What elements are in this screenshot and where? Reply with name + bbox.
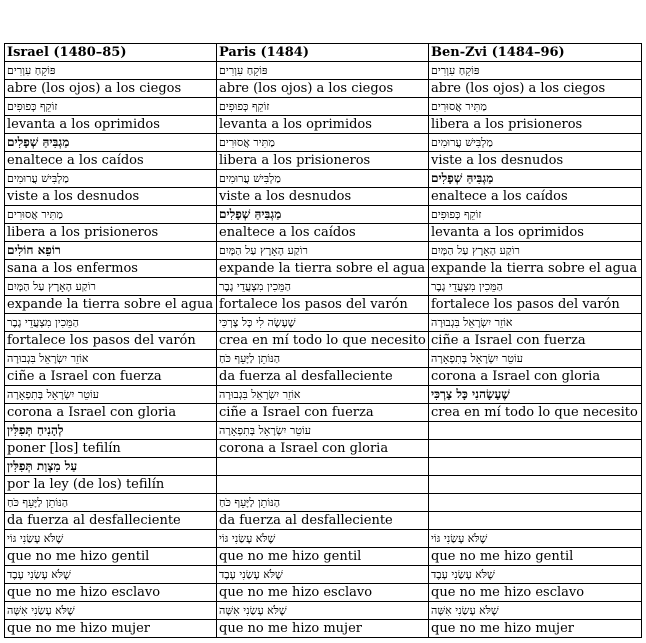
cell-ben-zvi: que no me hizo gentil: [429, 548, 642, 566]
cell-ben-zvi: [429, 476, 642, 494]
cell-israel: levanta a los oprimidos: [5, 116, 217, 134]
cell-israel: [5, 98, 217, 116]
hebrew-text: זוֹקֵף כְּפוּפִים: [431, 208, 482, 221]
cell-ben-zvi: [429, 602, 642, 620]
cell-ben-zvi: [429, 566, 642, 584]
hebrew-text: מַלְבִּישׁ עֲרוּמִים: [431, 136, 493, 149]
hebrew-text: פּוֹקֵחַ עִוְרִים: [219, 64, 268, 77]
cell-israel: [5, 170, 217, 188]
cell-paris: [217, 242, 429, 260]
table-row: [5, 98, 642, 116]
cell-paris: da fuerza al desfalleciente: [217, 512, 429, 530]
hebrew-text: אוֹזֵר יִשְׂרָאֵל בִּגְבוּרָה: [431, 316, 513, 329]
cell-israel: libera a los prisioneros: [5, 224, 217, 242]
table-row: [5, 350, 642, 368]
table-row: [5, 206, 642, 224]
hebrew-text: פּוֹקֵחַ עִוְרִים: [7, 64, 56, 77]
hebrew-text: רוֹקַע הָאָרֶץ עַל הַמָּיִם: [7, 280, 96, 293]
cell-paris: [217, 602, 429, 620]
hebrew-text: אוֹזֵר יִשְׂרָאֵל בִּגְבוּרָה: [7, 352, 89, 365]
cell-israel: [5, 314, 217, 332]
cell-ben-zvi: fortalece los pasos del varón: [429, 296, 642, 314]
table-row: [5, 188, 642, 206]
table-row: [5, 62, 642, 80]
cell-paris: [217, 134, 429, 152]
hebrew-text: שֶׁלֹּא עָשַׂנִי גּוֹי: [7, 532, 64, 545]
hebrew-text: שֶׁלֹּא עָשַׂנִי עָבֶד: [431, 568, 495, 581]
hebrew-text: עוֹטֵר יִשְׂרָאֵל בְּתִפְאָרָה: [7, 388, 100, 401]
cell-israel: expande la tierra sobre el agua: [5, 296, 217, 314]
hebrew-text: רוֹקַע הָאָרֶץ עַל הַמָּיִם: [431, 244, 520, 257]
cell-paris: que no me hizo mujer: [217, 620, 429, 638]
cell-paris: [217, 98, 429, 116]
cell-ben-zvi: [429, 170, 642, 188]
hebrew-text: עַל מִצְוַת תְּפִלִּין: [7, 459, 78, 473]
hebrew-text: שֶׁעָשָׂהנִי כָּל צָרְכִּי: [431, 387, 510, 401]
cell-paris: [217, 386, 429, 404]
cell-israel: [5, 530, 217, 548]
hebrew-text: זוֹקֵף כְּפוּפִים: [219, 100, 270, 113]
cell-ben-zvi: levanta a los oprimidos: [429, 224, 642, 242]
cell-ben-zvi: abre (los ojos) a los ciegos: [429, 80, 642, 98]
hebrew-text: רוֹקַע הָאָרֶץ עַל הַמָּיִם: [219, 244, 308, 257]
table-row: [5, 278, 642, 296]
cell-ben-zvi: viste a los desnudos: [429, 152, 642, 170]
cell-israel: [5, 458, 217, 476]
hebrew-text: שֶׁעָשָׂה לִי כָּל צָרְכִּי: [219, 316, 296, 329]
cell-ben-zvi: [429, 206, 642, 224]
table-row: [5, 566, 642, 584]
cell-israel: por la ley (de los) tefilín: [5, 476, 217, 494]
cell-paris: [217, 170, 429, 188]
cell-israel: [5, 206, 217, 224]
cell-ben-zvi: [429, 242, 642, 260]
hebrew-text: שֶׁלֹּא עָשַׂנִי אִשָּׁה: [7, 604, 75, 617]
cell-paris: crea en mí todo lo que necesito: [217, 332, 429, 350]
hebrew-text: עוֹטֵר יִשְׂרָאֵל בְּתִפְאָרָה: [219, 424, 312, 437]
cell-ben-zvi: [429, 62, 642, 80]
cell-ben-zvi: [429, 458, 642, 476]
column-header-ben-zvi: Ben-Zvi (1484–96): [429, 44, 642, 62]
hebrew-text: שֶׁלֹּא עָשַׂנִי עָבֶד: [219, 568, 283, 581]
table-row: [5, 260, 642, 278]
table-row: [5, 386, 642, 404]
table-row: [5, 116, 642, 134]
hebrew-text: אוֹזֵר יִשְׂרָאֵל בִּגְבוּרָה: [219, 388, 301, 401]
hebrew-text: מַלְבִּישׁ עֲרוּמִים: [7, 172, 69, 185]
cell-israel: [5, 602, 217, 620]
hebrew-text: שֶׁלֹּא עָשַׂנִי גּוֹי: [219, 532, 276, 545]
cell-paris: enaltece a los caídos: [217, 224, 429, 242]
table-row: [5, 476, 642, 494]
cell-israel: [5, 62, 217, 80]
table-row: [5, 494, 642, 512]
hebrew-text: הַמֵּכִין מִצְעֲדֵי גָבֶר: [7, 316, 79, 329]
cell-paris: corona a Israel con gloria: [217, 440, 429, 458]
hebrew-text: שֶׁלֹּא עָשַׂנִי גּוֹי: [431, 532, 488, 545]
hebrew-text: הַנּוֹתֵן לַיָּעֵף כֹּחַ: [7, 496, 69, 509]
cell-ben-zvi: [429, 530, 642, 548]
hebrew-text: הַנּוֹתֵן לַיָּעֵף כֹּחַ: [219, 352, 281, 365]
cell-israel: [5, 134, 217, 152]
column-header-israel: Israel (1480–85): [5, 44, 217, 62]
cell-paris: [217, 422, 429, 440]
cell-paris: [217, 278, 429, 296]
cell-israel: [5, 350, 217, 368]
cell-israel: [5, 494, 217, 512]
cell-ben-zvi: [429, 512, 642, 530]
hebrew-text: לְהָנִיחַ תְּפִלִּין: [7, 423, 64, 437]
hebrew-text: הַמֵּכִין מִצְעֲדֵי גָבֶר: [431, 280, 503, 293]
table-row: [5, 512, 642, 530]
cell-israel: [5, 242, 217, 260]
table-row: [5, 368, 642, 386]
cell-israel: da fuerza al desfalleciente: [5, 512, 217, 530]
hebrew-text: מַתִּיר אֲסוּרִים: [7, 208, 63, 221]
comparison-table: [4, 43, 642, 638]
cell-ben-zvi: enaltece a los caídos: [429, 188, 642, 206]
cell-paris: abre (los ojos) a los ciegos: [217, 80, 429, 98]
cell-ben-zvi: [429, 98, 642, 116]
cell-ben-zvi: ciñe a Israel con fuerza: [429, 332, 642, 350]
cell-ben-zvi: [429, 350, 642, 368]
cell-paris: [217, 566, 429, 584]
cell-israel: [5, 566, 217, 584]
cell-paris: fortalece los pasos del varón: [217, 296, 429, 314]
cell-ben-zvi: [429, 422, 642, 440]
cell-israel: viste a los desnudos: [5, 188, 217, 206]
cell-israel: corona a Israel con gloria: [5, 404, 217, 422]
cell-ben-zvi: [429, 386, 642, 404]
hebrew-text: עוֹטֵר יִשְׂרָאֵל בְּתִפְאָרָה: [431, 352, 524, 365]
cell-ben-zvi: que no me hizo mujer: [429, 620, 642, 638]
cell-israel: que no me hizo esclavo: [5, 584, 217, 602]
cell-ben-zvi: [429, 134, 642, 152]
cell-paris: [217, 476, 429, 494]
cell-ben-zvi: libera a los prisioneros: [429, 116, 642, 134]
table-body: [5, 62, 642, 638]
table-row: [5, 332, 642, 350]
table-row: [5, 296, 642, 314]
cell-israel: que no me hizo mujer: [5, 620, 217, 638]
cell-ben-zvi: crea en mí todo lo que necesito: [429, 404, 642, 422]
column-header-paris: Paris (1484): [217, 44, 429, 62]
cell-paris: [217, 206, 429, 224]
cell-israel: [5, 422, 217, 440]
cell-paris: expande la tierra sobre el agua: [217, 260, 429, 278]
table-row: [5, 314, 642, 332]
cell-paris: levanta a los oprimidos: [217, 116, 429, 134]
cell-paris: [217, 458, 429, 476]
table-row: [5, 170, 642, 188]
cell-israel: sana a los enfermos: [5, 260, 217, 278]
table-row: [5, 440, 642, 458]
table-row: [5, 134, 642, 152]
cell-paris: que no me hizo gentil: [217, 548, 429, 566]
hebrew-text: מַלְבִּישׁ עֲרוּמִים: [219, 172, 281, 185]
header-row: [5, 44, 642, 62]
cell-paris: [217, 62, 429, 80]
cell-paris: que no me hizo esclavo: [217, 584, 429, 602]
cell-paris: da fuerza al desfalleciente: [217, 368, 429, 386]
cell-israel: [5, 386, 217, 404]
cell-paris: [217, 494, 429, 512]
cell-ben-zvi: que no me hizo esclavo: [429, 584, 642, 602]
cell-israel: fortalece los pasos del varón: [5, 332, 217, 350]
table-row: [5, 404, 642, 422]
cell-israel: poner [los] tefilín: [5, 440, 217, 458]
cell-ben-zvi: [429, 278, 642, 296]
cell-ben-zvi: [429, 440, 642, 458]
table-row: [5, 548, 642, 566]
table-row: [5, 602, 642, 620]
cell-paris: [217, 530, 429, 548]
table-row: [5, 422, 642, 440]
cell-israel: [5, 278, 217, 296]
table-row: [5, 458, 642, 476]
hebrew-text: שֶׁלֹּא עָשַׂנִי עָבֶד: [7, 568, 71, 581]
hebrew-text: מַתִּיר אֲסוּרִים: [219, 136, 275, 149]
hebrew-text: מַגְבִּיהַּ שְׁפָלִים: [7, 135, 70, 149]
cell-ben-zvi: expande la tierra sobre el agua: [429, 260, 642, 278]
hebrew-text: פּוֹקֵחַ עִוְרִים: [431, 64, 480, 77]
table-row: [5, 620, 642, 638]
cell-paris: viste a los desnudos: [217, 188, 429, 206]
hebrew-text: הַנּוֹתֵן לַיָּעֵף כֹּחַ: [219, 496, 281, 509]
cell-israel: enaltece a los caídos: [5, 152, 217, 170]
hebrew-text: מַתִּיר אֲסוּרִים: [431, 100, 487, 113]
cell-ben-zvi: [429, 314, 642, 332]
cell-israel: que no me hizo gentil: [5, 548, 217, 566]
table-row: [5, 584, 642, 602]
table-row: [5, 530, 642, 548]
hebrew-text: מַגְבִּיהַּ שְׁפָלִים: [219, 207, 282, 221]
hebrew-text: זוֹקֵף כְּפוּפִים: [7, 100, 58, 113]
table-row: [5, 224, 642, 242]
cell-paris: [217, 350, 429, 368]
cell-ben-zvi: corona a Israel con gloria: [429, 368, 642, 386]
hebrew-text: שֶׁלֹּא עָשַׂנִי אִשָּׁה: [431, 604, 499, 617]
hebrew-text: הַמֵּכִין מִצְעֲדֵי גָבֶר: [219, 280, 291, 293]
cell-israel: abre (los ojos) a los ciegos: [5, 80, 217, 98]
cell-paris: [217, 314, 429, 332]
hebrew-text: רוֹפֵא חוֹלִים: [7, 243, 61, 257]
table-row: [5, 242, 642, 260]
cell-israel: ciñe a Israel con fuerza: [5, 368, 217, 386]
hebrew-text: מַגְבִּיהַּ שְׁפָלִים: [431, 171, 494, 185]
table-row: [5, 152, 642, 170]
cell-ben-zvi: [429, 494, 642, 512]
hebrew-text: שֶׁלֹּא עָשַׂנִי אִשָּׁה: [219, 604, 287, 617]
table-row: [5, 80, 642, 98]
cell-paris: ciñe a Israel con fuerza: [217, 404, 429, 422]
cell-paris: libera a los prisioneros: [217, 152, 429, 170]
